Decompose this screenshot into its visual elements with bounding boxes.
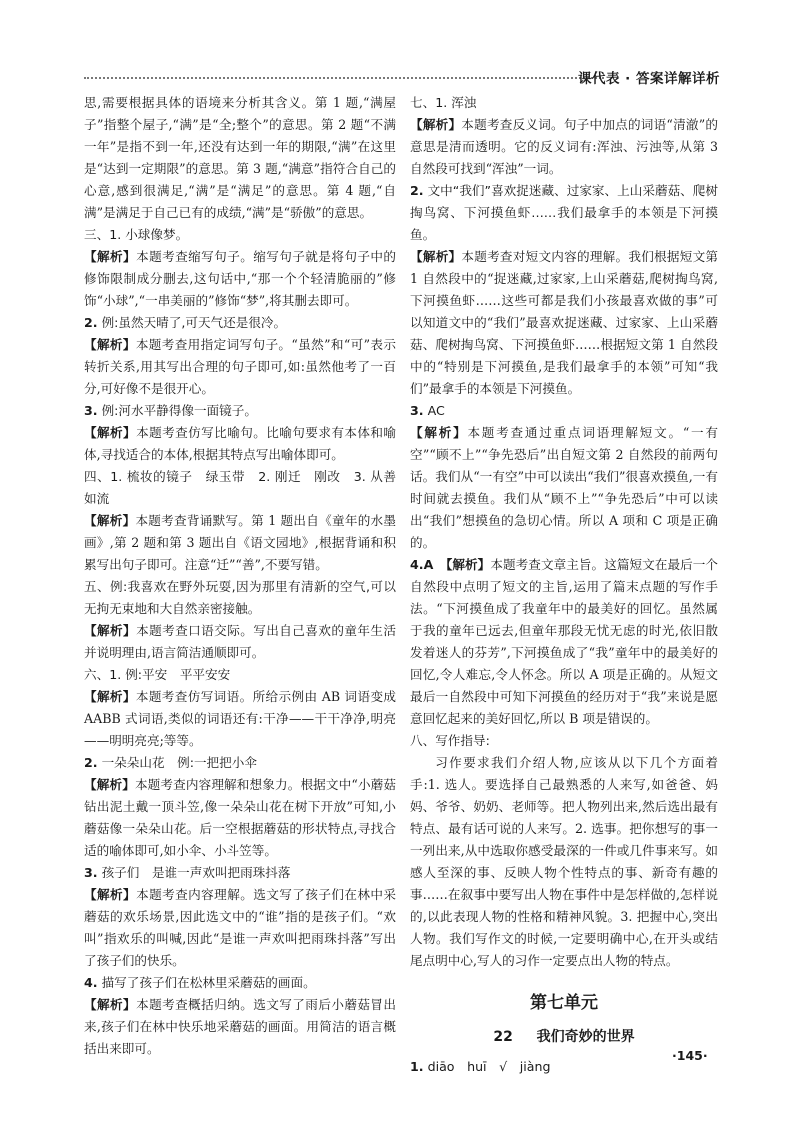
analysis-paragraph (84, 686, 396, 752)
analysis-paragraph (84, 246, 396, 312)
analysis-text: 本题考查内容理解和想象力。根据文中“小蘑菇钻出泥土戴一顶斗笠,像一朵朵山花在树下开放”可知,小蘑菇像一朵朵山花。后一空根据蘑菇的形状特点,寻找合适的喻体即可,如小伞、小斗笠等。 (84, 777, 396, 858)
analysis-text: 本题考查概括归纳。选文写了雨后小蘑菇冒出来,孩子们在林中快乐地采蘑菇的画面。用简洁的语言概括出来即可。 (84, 997, 397, 1056)
analysis-tag: 【解析】 (446, 557, 491, 572)
analysis-paragraph (410, 246, 718, 400)
analysis-text: 本题考查口语交际。写出自己喜欢的童年生活并说明理由,语言简洁通顺即可。 (84, 623, 397, 660)
analysis-text: 本题考查文章主旨。这篇短文在最后一个自然段中点明了短文的主旨,运用了篇末点题的写作手法。“下河摸鱼成了我童年中的最美好的回忆。虽然属于我的童年已远去,但童年那段无忧无虑的时光,依旧散发着迷人的芬芳”,下河摸鱼成了“我”童年中的最美好的回忆,令人难忘,令人怀念。所以 A 项是正确的。从短文最后一自然段中可知下河摸鱼的经历对于“我”来说是愿意回忆起来的美好回忆,所以 B 项是错误的。 (410, 557, 719, 726)
answer-line: 四、1. 梳妆的镜子 绿玉带 2. 刚迁 刚改 3. 从善如流 (84, 469, 396, 506)
answer-text: AC (427, 403, 445, 418)
answer-text: 描写了孩子们在松林里采蘑菇的画面。 (101, 975, 316, 990)
analysis-text: 本题考查仿写比喻句。比喻句要求有本体和喻体,寻找适合的本体,根据其特点写出喻体即可。 (84, 425, 397, 462)
analysis-paragraph (84, 884, 396, 972)
analysis-tag: 【解析】 (410, 425, 468, 440)
answer-line (84, 752, 396, 774)
analysis-tag: 【解析】 (410, 117, 462, 132)
analysis-tag: 【解析】 (84, 777, 135, 792)
writing-guide-paragraph: 习作要求我们介绍人物,应该从以下几个方面着手:1. 选人。要选择自己最熟悉的人来写,如爸爸、妈妈、爷爷、奶奶、老师等。把人物列出来,然后选出最有特点、最有话可说的人来写。2. 选事。把你想写的事一一列出来,从中选取你感受最深的一件或几件事来写。如感人至深的事、反映人物个性特点的事、新奇有趣的事……在叙事中要写出人物在事件中是怎样做的,怎样说的,以此表现人物的性格和精神风貌。3. 把握中心,突出人物。我们写作文的时候,一定要明确中心,在开头或结尾点明中心,写人的习作一定要点出人物的特点。 (410, 755, 718, 968)
answer-line (84, 312, 396, 334)
item-number: 2. (410, 183, 424, 198)
item-number: 4. (410, 557, 424, 572)
analysis-paragraph (84, 510, 396, 576)
analysis-tag: 【解析】 (410, 249, 462, 264)
analysis-paragraph (410, 422, 718, 554)
answer-line (410, 180, 718, 246)
analysis-tag: 【解析】 (84, 887, 137, 902)
pinyin-number: 1. (410, 1059, 424, 1074)
analysis-paragraph (410, 114, 718, 180)
analysis-paragraph (84, 994, 396, 1060)
answer-text: 文中“我们”喜欢捉迷藏、过家家、上山采蘑菇、爬树掏鸟窝、下河摸鱼虾……我们最拿手的本领是下河摸鱼。 (410, 183, 718, 242)
right-column (410, 92, 718, 1078)
analysis-text: 本题考查反义词。句子中加点的词语“清澈”的意思是清而透明。它的反义词有:浑浊、污浊等,从第 3 自然段可找到“浑浊”一词。 (410, 117, 718, 176)
answer-text: 例:河水平静得像一面镜子。 (101, 403, 257, 418)
header-dotted-rule (84, 77, 604, 79)
answer-text: 孩子们 是谁一声欢叫把雨珠抖落 (101, 865, 291, 880)
analysis-text: 本题考查对短文内容的理解。我们根据短文第 1 自然段中的“捉迷藏,过家家,上山采蘑菇,爬树掏鸟窝,下河摸鱼虾……这些可都是我们小孩最喜欢做的事”可以知道文中的“我们”最喜欢捉迷藏、过家家、上山采蘑菇、爬树掏鸟窝、下河摸鱼虾……根据短文第 1 自然段中的“特别是下河摸鱼,是我们最拿手的本领”可知“我们”最拿手的本领是下河摸鱼。 (410, 249, 718, 396)
answer-line: 八、写作指导: (410, 733, 490, 748)
analysis-paragraph (84, 422, 396, 466)
analysis-text: 本题考查缩写句子。缩写句子就是将句子中的修饰限制成分删去,这句话中,“那一个个轻清脆丽的”修饰“小球”,“一串美丽的”修饰“梦”,将其删去即可。 (84, 249, 397, 308)
item-number: 3. (410, 403, 424, 418)
item-number: 2. (84, 315, 98, 330)
analysis-text: 本题考查用指定词写句子。“虽然”和“可”表示转折关系,用其写出合理的句子即可,如:虽然他考了一百分,可好像不是很开心。 (84, 337, 396, 396)
item-number: 2. (84, 755, 98, 770)
left-column (84, 92, 396, 1060)
continued-paragraph: 思,需要根据具体的语境来分析其含义。第 1 题,“满屋子”指整个屋子,“满”是“全;整个”的意思。第 2 题“不满一年”是指不到一年,还没有达到一年的期限,“满”在这里是“达到一定期限”的意思。第 3 题,“满意”指符合自己的心意,感到很满足,“满”是“满足”的意思。第 4 题,“自满”是满足于自己已有的成绩,“满”是“骄傲”的意思。 (84, 95, 396, 220)
header-title: 课代表 · 答案详解详析 (577, 71, 720, 87)
analysis-tag: 【解析】 (84, 425, 137, 440)
page-number: ·145· (672, 1048, 708, 1063)
answer-choice: A (423, 557, 447, 572)
analysis-paragraph (84, 620, 396, 664)
analysis-text: 本题考查内容理解。选文写了孩子们在林中采蘑菇的欢乐场景,因此选文中的“谁”指的是孩子们。“欢叫”指欢乐的叫喊,因此“是谁一声欢叫把雨珠抖落”写出了孩子们的快乐。 (84, 887, 397, 968)
answer-line (84, 862, 396, 884)
lesson-title (410, 1026, 718, 1048)
page-header (84, 67, 720, 87)
answer-line (84, 972, 396, 994)
answer-line: 三、1. 小球像梦。 (84, 227, 189, 242)
right-items (410, 92, 718, 972)
answer-line: 七、1. 浑浊 (410, 95, 477, 110)
analysis-tag: 【解析】 (84, 337, 136, 352)
analysis-text: 本题考查仿写词语。所给示例由 AB 词语变成 AABB 式词语,类似的词语还有:干净——干干净净,明亮——明明亮亮;等等。 (84, 689, 397, 748)
analysis-text: 本题考查通过重点词语理解短文。“一有空”“顾不上”“争先恐后”出自短文第 2 自然段的前两句话。我们从“一有空”中可以读出“我们”很喜欢摸鱼,一有时间就去摸鱼。我们从“顾不上”“争先恐后”中可以读出“我们”想摸鱼的急切心情。所以 A 项和 C 项是正确的。 (410, 425, 718, 550)
answer-text: 例:虽然天晴了,可天气还是很冷。 (101, 315, 287, 330)
analysis-text: 本题考查背诵默写。第 1 题出自《童年的水墨画》,第 2 题和第 3 题出自《语文园地》,根据背诵和积累写出句子即可。注意“迁”“善”,不要写错。 (84, 513, 396, 572)
analysis-tag: 【解析】 (84, 689, 136, 704)
pinyin-text: diāo huī √ jiàng (427, 1059, 551, 1074)
answer-text: 一朵朵山花 例:一把把小伞 (101, 755, 257, 770)
analysis-paragraph (84, 774, 396, 862)
answer-line (84, 400, 396, 422)
lesson-name: 我们奇妙的世界 (536, 1029, 635, 1045)
item-number: 3. (84, 403, 98, 418)
analysis-tag: 【解析】 (84, 623, 137, 638)
unit-title: 第七单元 (530, 993, 598, 1013)
analysis-tag: 【解析】 (84, 997, 137, 1012)
lesson-number: 22 (493, 1029, 513, 1045)
analysis-tag: 【解析】 (84, 249, 137, 264)
answer-line (410, 400, 718, 422)
analysis-paragraph (84, 334, 396, 400)
item-number: 3. (84, 865, 98, 880)
analysis-tag: 【解析】 (84, 513, 136, 528)
answer-line: 六、1. 例:平安 平平安安 (84, 667, 231, 682)
answer-line: 五、例:我喜欢在野外玩耍,因为那里有清新的空气,可以无拘无束地和大自然亲密接触。 (84, 579, 396, 616)
item-number: 4. (84, 975, 98, 990)
analysis-paragraph (410, 554, 718, 730)
